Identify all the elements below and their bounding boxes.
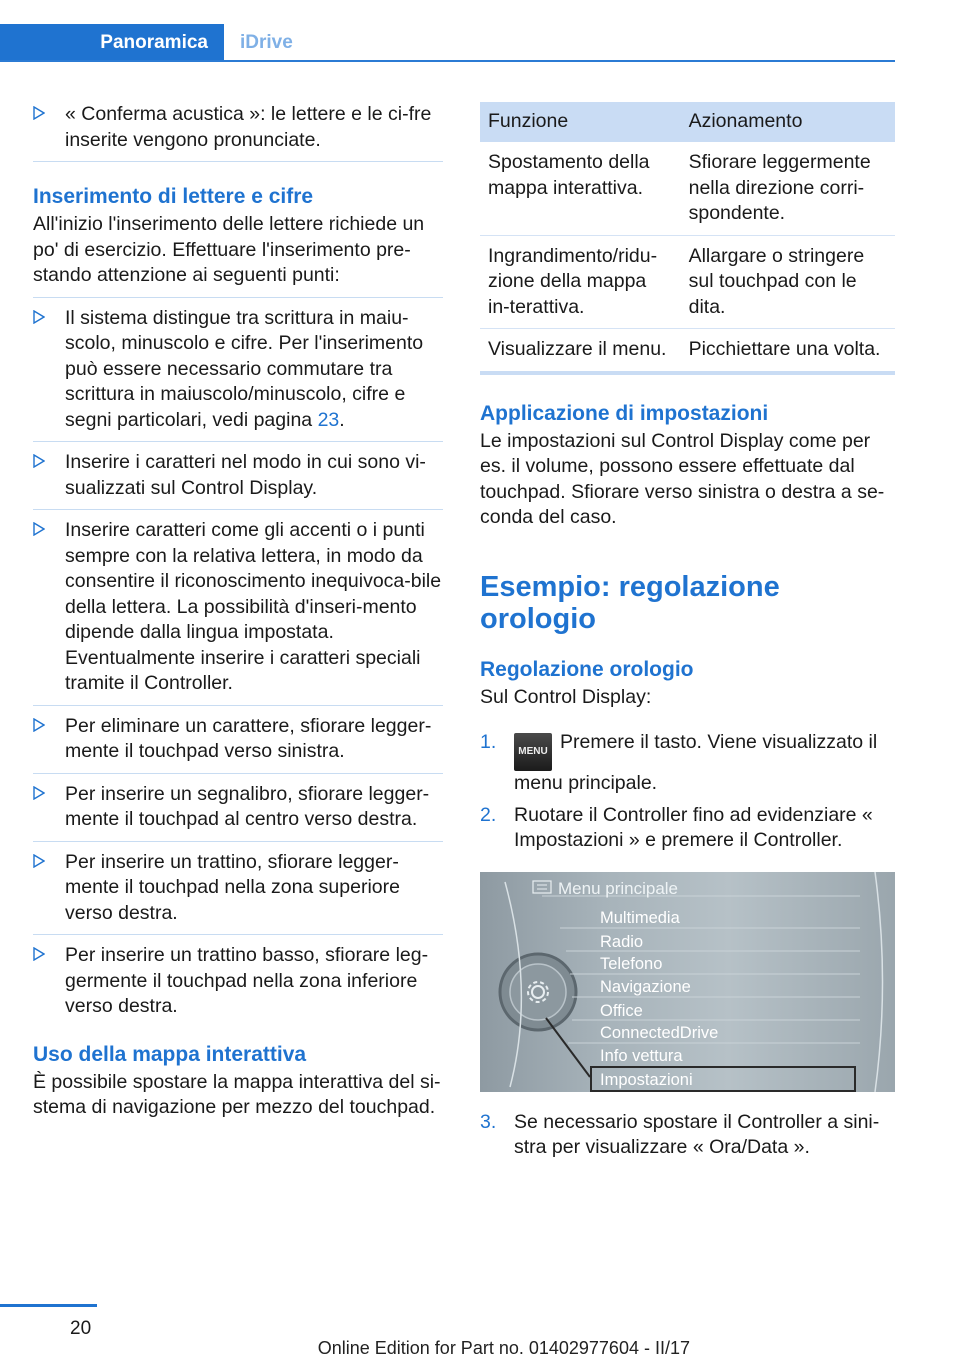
screen-menu-item[interactable]: Office [600,1001,643,1020]
table-header-action: Azionamento [681,102,895,142]
table-cell: Visualizzare il menu. [480,329,681,373]
menu-button-icon[interactable]: MENU [514,733,552,771]
triangle-bullet-icon [33,854,45,868]
bullet-text: Il sistema distingue tra scrittura in maiu‐scolo, minuscolo e cifre. Per l'inserimento può essere necessario commutare tra scrittura in maiuscolo/minuscolo, cifre e segni particolari, vedi pagina [65,306,424,431]
header-divider [0,60,895,62]
paragraph-map: È possibile spostare la mappa interattiva del si‐stema di navigazione per mezzo del touchpad. [33,1070,441,1118]
edition-note: Online Edition for Part no. 01402977604 - II/17 [317,1338,690,1358]
table-cell: Sfiorare leggermente nella direzione corri‐spondente. [681,142,895,235]
bullet-item [33,518,443,706]
table-cell: Picchiettare una volta. [681,329,895,373]
function-table [480,102,895,375]
step-item [480,1110,895,1161]
triangle-bullet-icon [33,522,45,536]
footer-divider [0,1304,97,1307]
tab-idrive[interactable]: iDrive [240,32,293,53]
selection-highlight [590,1066,856,1092]
bullet-text: Per inserire un trattino, sfiorare legger‐mente il touchpad nella zona superiore verso destra. [65,850,400,924]
heading-map: Uso della mappa interattiva [33,1042,307,1066]
list-icon [532,879,552,895]
left-column [33,102,443,1121]
table-header-row [480,102,895,142]
bullet-text: « Conferma acustica »: le lettere e le ci‐fre inserite vengono pronunciate. [65,103,432,151]
step-text: Premere il tasto. Viene visualizzato il menu principale. [514,731,878,794]
bullet-text: Inserire caratteri come gli accenti o i punti sempre con la relativa lettera, in modo da consentire il riconoscimento inequivoca‐bile della lettera. La possibilità d'inseri‐mento dipende dalla lingua impostata. Eventualmente inserire i caratteri speciali tramite il Controller. [65,519,442,694]
bullet-item [33,450,443,510]
steps-list-continued [480,1110,895,1161]
step-text: Ruotare il Controller fino ad evidenziare « Impostazioni » e premere il Controller. [514,803,873,851]
step-item [480,730,895,797]
step-number: 1. [480,731,497,753]
screen-menu-item[interactable]: Navigazione [600,977,691,996]
table-row [480,142,895,235]
bullet-item [33,306,443,443]
heading-settings: Applicazione di impostazioni [480,401,769,425]
bullet-text: Per eliminare un carattere, sfiorare legger‐mente il touchpad verso sinistra. [65,714,432,762]
table-row [480,235,895,329]
bullet-list [33,297,443,1028]
triangle-bullet-icon [33,786,45,800]
triangle-bullet-icon [33,718,45,732]
triangle-bullet-icon [33,947,45,961]
steps-list [480,730,895,854]
page-link[interactable]: 23 [317,408,340,431]
step-item [480,803,895,854]
step-number: 3. [480,1110,497,1133]
paragraph-input: All'inizio l'inserimento delle lettere richiede un po' di esercizio. Effettuare l'inserimento pre‐stando attenzione ai seguenti punti: [33,213,425,286]
header-tabs [0,24,895,62]
screen-menu-item-selected[interactable]: Impostazioni [600,1070,693,1089]
table-cell: Spostamento della mappa interattiva. [480,142,681,235]
heading-clock: Regolazione orologio [480,657,694,681]
bullet-text-tail: . [339,408,345,431]
control-display-screenshot [480,872,895,1092]
screen-menu-title: Menu principale [558,878,679,898]
bullet-item [33,850,443,936]
bullet-text: Per inserire un trattino basso, sfiorare leg‐germente il touchpad nella zona inferiore verso destra. [65,944,429,1017]
bullet-item [33,714,443,774]
right-column [480,102,895,1167]
heading-example: Esempio: regolazione orologio [480,570,780,635]
bullet-text: Inserire i caratteri nel modo in cui sono vi‐sualizzati sul Control Display. [65,451,426,499]
paragraph-settings: Le impostazioni sul Control Display come per es. il volume, possono essere effettuate dal touchpad. Sfiorare verso sinistra o destra a se‐conda del caso. [480,429,885,528]
bullet-item [33,102,443,162]
bullet-item [33,782,443,842]
bullet-text: Per inserire un segnalibro, sfiorare legger‐mente il touchpad al centro verso destra. [65,782,430,830]
step-text: Se necessario spostare il Controller a sini‐stra per visualizzare « Ora/Data ». [514,1110,880,1158]
screen-menu-item[interactable]: Telefono [600,954,663,973]
screen-menu-item[interactable]: ConnectedDrive [600,1023,719,1042]
table-cell: Allargare o stringere sul touchpad con le dita. [681,235,895,329]
bullet-item [33,943,443,1028]
screen-menu-item[interactable]: Multimedia [600,908,680,927]
screen-menu-item[interactable]: Radio [600,932,644,951]
triangle-bullet-icon [33,310,45,324]
step-number: 2. [480,803,497,826]
heading-input: Inserimento di lettere e cifre [33,185,314,208]
table-row [480,329,895,373]
table-cell: Ingrandimento/ridu‐zione della mappa in‐terattiva. [480,235,681,329]
page-number: 20 [70,1318,92,1339]
table-header-function: Funzione [480,102,681,142]
tab-panoramica[interactable]: Panoramica [0,24,224,62]
triangle-bullet-icon [33,454,45,468]
paragraph-clock: Sul Control Display: [480,685,652,708]
screen-menu-item[interactable]: Info vettura [600,1046,683,1065]
triangle-bullet-icon [33,106,45,120]
gear-icon [525,979,551,1005]
